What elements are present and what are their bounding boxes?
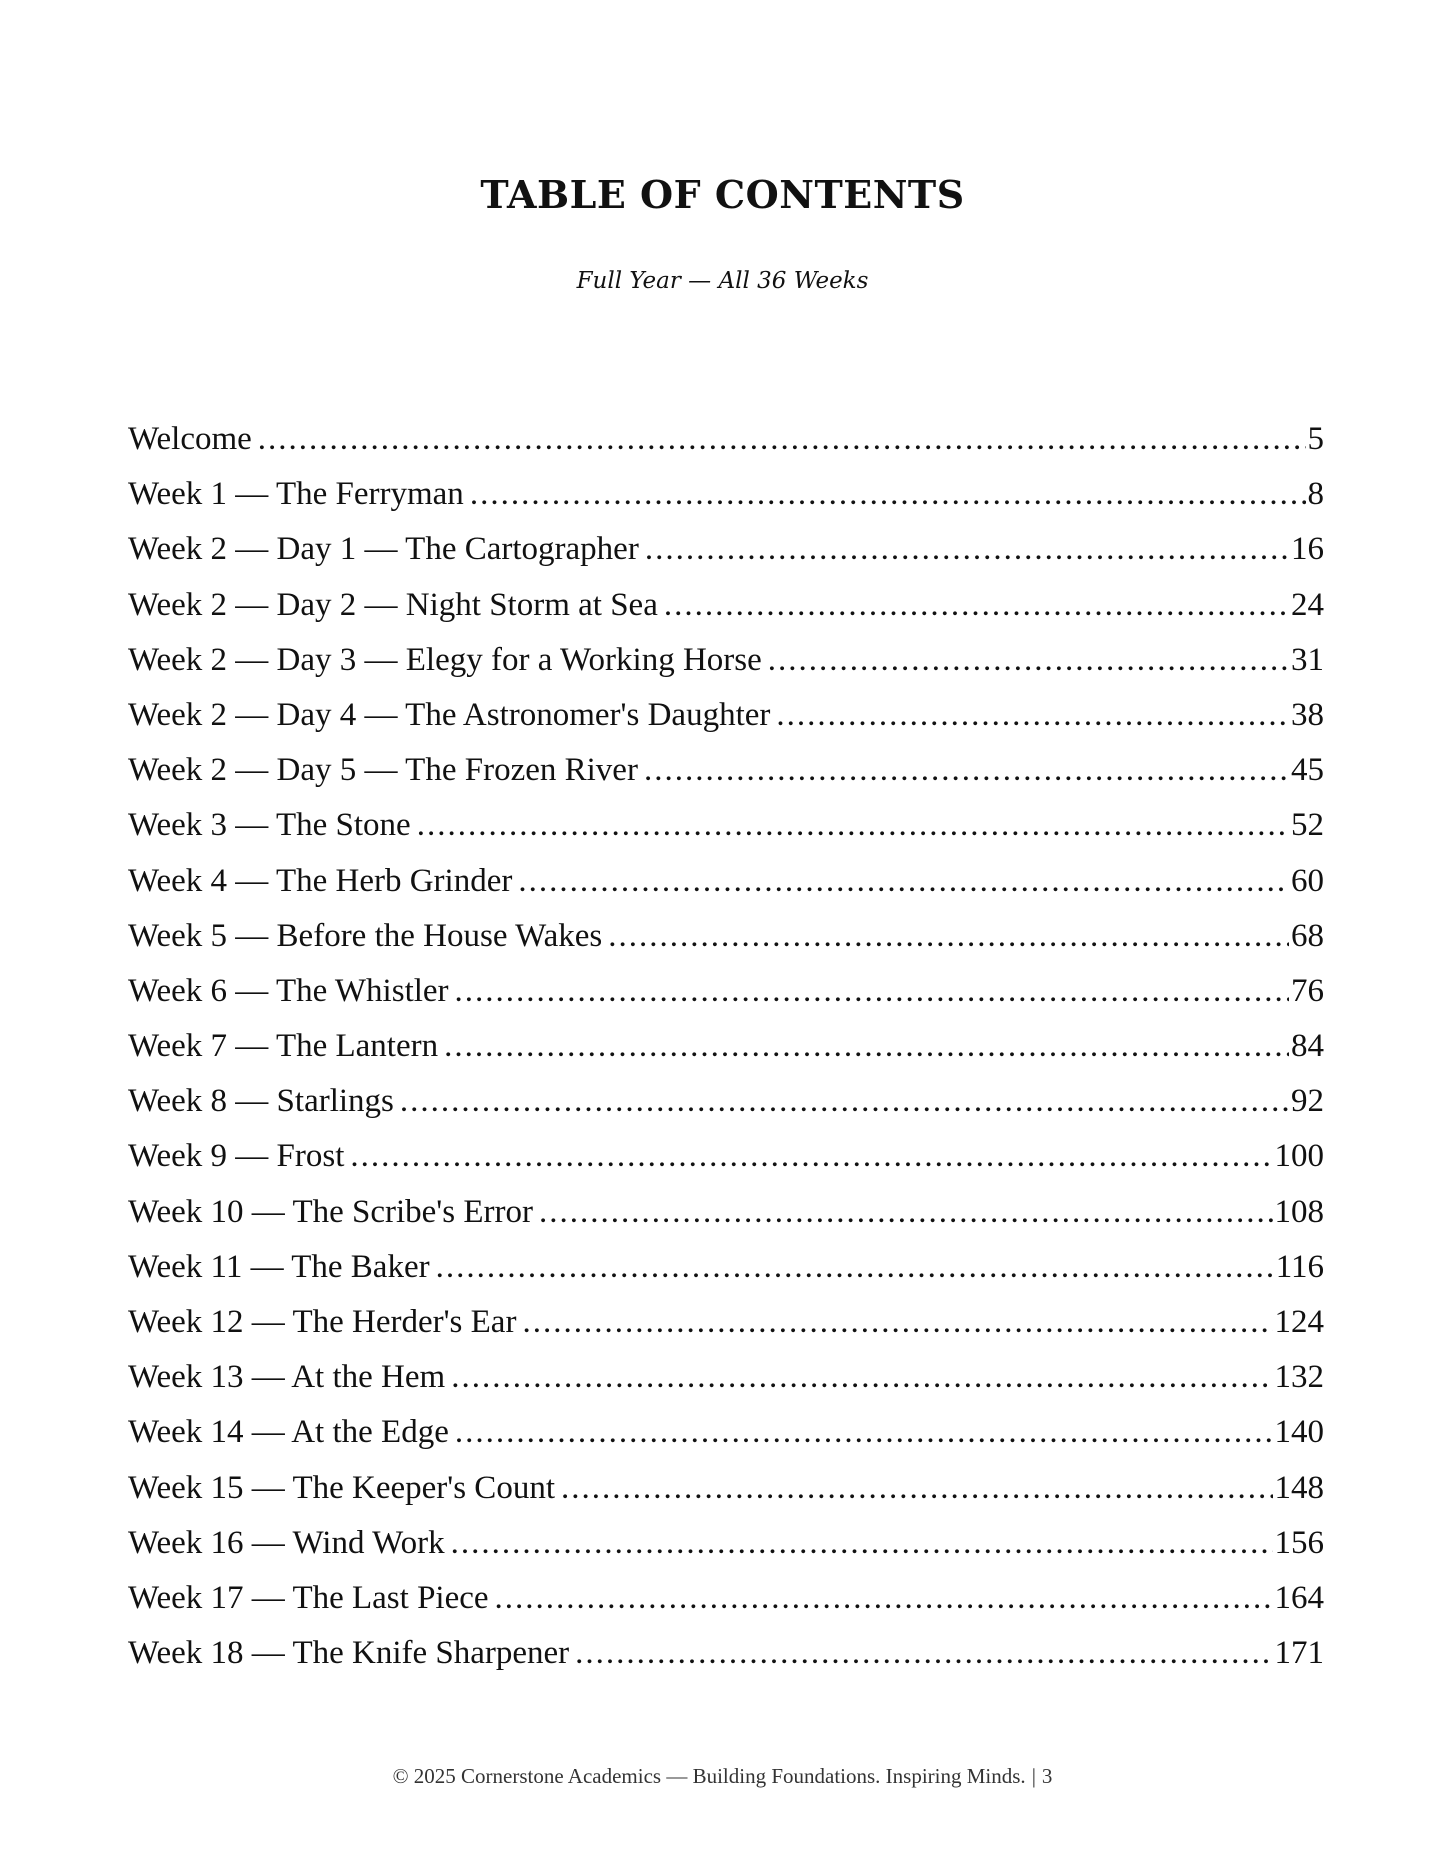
toc-entry-title: Week 2 — Day 2 — Night Storm at Sea (128, 586, 658, 623)
dot-leader (455, 1405, 1273, 1460)
toc-entry-title: Week 13 — At the Hem (128, 1359, 446, 1396)
toc-entry[interactable] (128, 1129, 1324, 1184)
toc-entry-page-number: 60 (1291, 862, 1324, 899)
toc-entry[interactable] (128, 578, 1324, 633)
toc-entry-page-number: 124 (1274, 1304, 1324, 1340)
toc-entry-page-number: 52 (1291, 807, 1324, 844)
page-title: TABLE OF CONTENTS (480, 172, 965, 217)
toc-entry[interactable] (128, 854, 1324, 909)
dot-leader (417, 798, 1289, 853)
toc-entry[interactable] (128, 1074, 1324, 1129)
toc-entry-title: Week 6 — The Whistler (128, 972, 449, 1009)
toc-entry-page-number: 45 (1291, 752, 1324, 789)
dot-leader (575, 1626, 1272, 1681)
dot-leader (768, 633, 1289, 688)
toc-entry-title: Week 16 — Wind Work (128, 1524, 445, 1561)
dot-leader (350, 1129, 1272, 1184)
table-of-contents (128, 412, 1324, 1681)
toc-entry-title: Week 4 — The Herb Grinder (128, 862, 513, 899)
toc-entry-page-number: 92 (1291, 1083, 1324, 1120)
toc-entry[interactable] (128, 522, 1324, 577)
toc-entry[interactable] (128, 1019, 1324, 1074)
toc-entry-title: Week 12 — The Herder's Ear (128, 1304, 517, 1340)
toc-entry-title: Week 10 — The Scribe's Error (128, 1193, 533, 1230)
toc-entry[interactable] (128, 1571, 1324, 1626)
dot-leader (518, 854, 1289, 909)
dot-leader (455, 964, 1289, 1019)
toc-entry-title: Week 7 — The Lantern (128, 1028, 439, 1065)
toc-entry-page-number: 116 (1275, 1248, 1324, 1285)
toc-entry[interactable] (128, 1516, 1324, 1571)
dot-leader (608, 909, 1289, 964)
toc-entry-title: Week 14 — At the Edge (128, 1414, 449, 1451)
toc-entry-page-number: 132 (1274, 1359, 1324, 1396)
footer-page-number: 3 (1041, 1764, 1053, 1788)
dot-leader (561, 1461, 1273, 1516)
toc-entry-page-number: 68 (1291, 917, 1324, 954)
toc-entry-title: Week 3 — The Stone (128, 807, 411, 844)
toc-entry-page-number: 156 (1274, 1524, 1324, 1561)
toc-entry-page-number: 164 (1274, 1579, 1324, 1616)
toc-entry[interactable] (128, 412, 1324, 467)
toc-entry-page-number: 8 (1307, 476, 1324, 513)
toc-entry[interactable] (128, 964, 1324, 1019)
toc-entry[interactable] (128, 1461, 1324, 1516)
toc-entry[interactable] (128, 909, 1324, 964)
toc-entry-title: Week 5 — Before the House Wakes (128, 917, 603, 954)
dot-leader (539, 1185, 1273, 1240)
dot-leader (664, 578, 1289, 633)
toc-entry-page-number: 108 (1274, 1193, 1324, 1230)
dot-leader (645, 522, 1289, 577)
toc-entry[interactable] (128, 688, 1324, 743)
toc-entry-page-number: 84 (1291, 1028, 1324, 1065)
toc-entry-page-number: 31 (1291, 641, 1324, 678)
toc-entry[interactable] (128, 1626, 1324, 1681)
toc-entry[interactable] (128, 743, 1324, 798)
toc-entry-title: Week 8 — Starlings (128, 1083, 394, 1120)
toc-entry-page-number: 76 (1291, 972, 1324, 1009)
toc-entry-title: Week 2 — Day 1 — The Cartographer (128, 531, 639, 568)
dot-leader (436, 1240, 1274, 1295)
dot-leader (522, 1295, 1272, 1350)
page-footer (0, 1764, 1445, 1789)
footer-separator: | (1031, 1764, 1036, 1788)
toc-entry-page-number: 100 (1274, 1138, 1324, 1175)
toc-entry-title: Week 1 — The Ferryman (128, 476, 464, 513)
toc-entry-title: Week 9 — Frost (128, 1138, 345, 1175)
footer-copyright: © 2025 Cornerstone Academics — Building Foundations. Inspiring Minds. (392, 1764, 1026, 1788)
dot-leader (470, 467, 1306, 522)
dot-leader (451, 1350, 1272, 1405)
toc-entry[interactable] (128, 1405, 1324, 1460)
dot-leader (644, 743, 1289, 798)
toc-entry[interactable] (128, 1350, 1324, 1405)
toc-entry[interactable] (128, 1185, 1324, 1240)
toc-entry[interactable] (128, 798, 1324, 853)
toc-entry-page-number: 24 (1291, 586, 1324, 623)
toc-entry-title: Week 2 — Day 5 — The Frozen River (128, 752, 638, 789)
toc-entry[interactable] (128, 1240, 1324, 1295)
dot-leader (444, 1019, 1289, 1074)
toc-entry-page-number: 5 (1307, 421, 1324, 457)
toc-entry-title: Week 18 — The Knife Sharpener (128, 1635, 570, 1672)
toc-entry-page-number: 148 (1274, 1469, 1324, 1506)
dot-leader (451, 1516, 1273, 1571)
toc-entry-title: Week 2 — Day 3 — Elegy for a Working Horse (128, 641, 762, 678)
toc-entry-title: Week 2 — Day 4 — The Astronomer's Daughter (128, 696, 771, 733)
toc-entry-title: Week 17 — The Last Piece (128, 1579, 489, 1616)
dot-leader (400, 1074, 1289, 1129)
dot-leader (495, 1571, 1273, 1626)
toc-entry-page-number: 38 (1291, 696, 1324, 733)
toc-entry[interactable] (128, 467, 1324, 522)
toc-entry-title: Week 11 — The Baker (128, 1248, 430, 1285)
toc-entry[interactable] (128, 633, 1324, 688)
toc-entry-page-number: 171 (1274, 1635, 1324, 1672)
toc-entry-page-number: 140 (1274, 1414, 1324, 1451)
dot-leader (258, 412, 1306, 467)
dot-leader (776, 688, 1289, 743)
page-subtitle: Full Year — All 36 Weeks (576, 268, 869, 294)
toc-entry-title: Welcome (128, 421, 252, 457)
toc-entry-title: Week 15 — The Keeper's Count (128, 1469, 555, 1506)
toc-entry[interactable] (128, 1295, 1324, 1350)
toc-entry-page-number: 16 (1291, 531, 1324, 568)
